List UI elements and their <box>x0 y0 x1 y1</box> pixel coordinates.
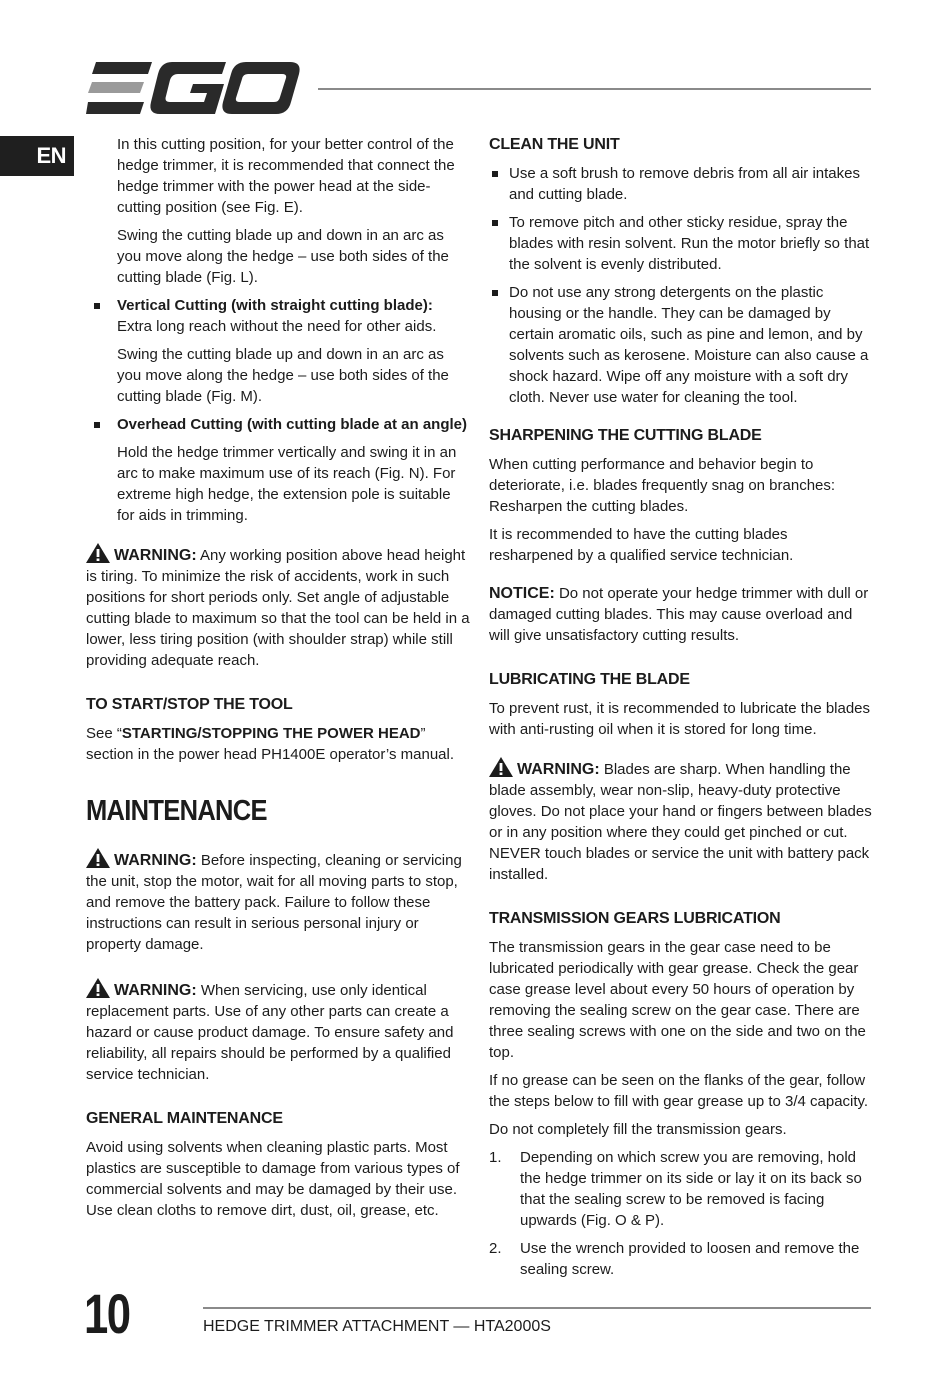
heading-general-maintenance: GENERAL MAINTENANCE <box>86 1110 283 1127</box>
notice-text: Do not operate your hedge trimmer with dull or damaged cutting blades. This may cause overload and will give unsatisfactory cutting results. <box>489 585 869 644</box>
bullet-vertical-text: Extra long reach without the need for other aids. <box>117 318 437 335</box>
list-item: Do not use any strong detergents on the plastic housing or the handle. They can be damaged by certain aromatic oils, such as pine and lemon, and by solvents such as kerosene. Moisture can also cause a shock hazard. Wipe off any moisture with a soft dry cloth. Never use water for cleaning the tool. <box>489 282 873 408</box>
list-item <box>489 1147 873 1231</box>
heading-sharpening: SHARPENING THE CUTTING BLADE <box>489 427 762 444</box>
heading-lubricating-blade: LUBRICATING THE BLADE <box>489 671 690 688</box>
side-cutting-paragraph: In this cutting position, for your better control of the hedge trimmer, it is recommended that connect the hedge trimmer with the power head at the side-cutting position (see Fig. E). <box>117 136 455 216</box>
step-number: 2. <box>489 1240 502 1257</box>
footer-rule <box>203 1307 871 1309</box>
sharpen-paragraph-1: When cutting performance and behavior begin to deteriorate, i.e. blades frequently snag on branches: Resharpen the cutting blades. <box>489 456 836 515</box>
swing-paragraph-2: Swing the cutting blade up and down in an arc as you move along the hedge – use both sides of the cutting blade (Fig. M). <box>117 346 449 405</box>
lube-paragraph: To prevent rust, it is recommended to lubricate the blades with anti-rusting oil when it is stored for long time. <box>489 700 871 738</box>
notice-dull-blades <box>489 583 873 646</box>
list-item: To remove pitch and other sticky residue, spray the blades with resin solvent. Run the motor briefly so that the solvent is evenly distributed. <box>489 212 873 275</box>
footer-title: HEDGE TRIMMER ATTACHMENT — HTA2000S <box>203 1318 551 1335</box>
heading-clean-unit: CLEAN THE UNIT <box>489 136 620 153</box>
warning-triangle-icon <box>86 978 110 998</box>
start-stop-reference: STARTING/STOPPING THE POWER HEAD <box>121 725 421 742</box>
warning-text: When servicing, use only identical replacement parts. Use of any other parts can create a hazard or cause product damage. To ensure safety and reliability, all repairs should be performed by a qualified service technician. <box>86 982 454 1083</box>
bullet-vertical-title: Vertical Cutting (with straight cutting blade): <box>117 297 433 314</box>
warning-label: WARNING: <box>114 547 197 564</box>
warning-text: Any working position above head height is tiring. To minimize the risk of accidents, work in such positions for short periods only. Set angle of adjustable cutting blade to maximum so that the tool can be held in a lower, less tiring position (with shoulder strap) while still providing adequate reach. <box>86 547 470 669</box>
warning-triangle-icon <box>86 848 110 868</box>
start-stop-paragraph: See “STARTING/STOPPING THE POWER HEAD” section in the power head PH1400E operator’s manual. <box>86 725 455 763</box>
heading-maintenance: MAINTENANCE <box>86 795 267 827</box>
swing-paragraph-1: Swing the cutting blade up and down in an arc as you move along the hedge – use both sides of the cutting blade (Fig. L). <box>117 227 449 286</box>
header-rule <box>318 88 871 90</box>
bullet-vertical-cutting <box>86 295 470 337</box>
warning-label: WARNING: <box>114 982 197 999</box>
warning-replacement-parts <box>86 978 470 1085</box>
list-item: Use a soft brush to remove debris from all air intakes and cutting blade. <box>489 163 873 205</box>
warning-label: WARNING: <box>114 852 197 869</box>
right-column <box>489 134 873 1287</box>
warning-text: Blades are sharp. When handling the blade assembly, wear non-slip, heavy-duty protective gloves. Do not place your hand or fingers between blades or in any position where they could get pinched or cut. NEVER touch blades or service the unit with battery pack installed. <box>489 761 872 883</box>
warning-before-inspecting <box>86 848 470 955</box>
warning-triangle-icon <box>489 757 513 777</box>
notice-label: NOTICE: <box>489 585 555 602</box>
warning-text: Before inspecting, cleaning or servicing the unit, stop the motor, wait for all moving parts to stop, and remove the battery pack. Failure to follow these instructions can result in serious personal injury or property damage. <box>86 852 462 953</box>
list-item <box>489 1238 873 1280</box>
bullet-overhead-cutting <box>86 414 470 435</box>
general-maintenance-paragraph: Avoid using solvents when cleaning plastic parts. Most plastics are susceptible to damage from various types of commercial solvents and may be damaged by their use. Use clean cloths to remove dirt, dust, oil, grease, etc. <box>86 1139 460 1219</box>
warning-label: WARNING: <box>517 761 600 778</box>
heading-start-stop: TO START/STOP THE TOOL <box>86 696 293 713</box>
bullet-overhead-title: Overhead Cutting (with cutting blade at an angle) <box>117 416 468 433</box>
step-text: Use the wrench provided to loosen and remove the sealing screw. <box>520 1240 860 1278</box>
page-number: 10 <box>84 1282 130 1345</box>
heading-transmission-gears: TRANSMISSION GEARS LUBRICATION <box>489 910 781 927</box>
ego-logo <box>86 62 300 114</box>
step-number: 1. <box>489 1149 502 1166</box>
gears-paragraph-1: The transmission gears in the gear case need to be lubricated periodically with gear grease. Check the gear case grease level about every 50 hours of operation by removing the sealing screw on the gear case. There are three sealing screws with one on the side and two on the top. <box>489 939 866 1061</box>
gears-paragraph-2: If no grease can be seen on the flanks of the gear, follow the steps below to fill with gear grease up to 3/4 capacity. <box>489 1072 869 1110</box>
sharpen-paragraph-2: It is recommended to have the cutting blades resharpened by a qualified service technician. <box>489 526 794 564</box>
overhead-paragraph: Hold the hedge trimmer vertically and swing it in an arc to make maximum use of its reach (Fig. N). For extreme high hedge, the extension pole is suitable for aids in trimming. <box>117 444 457 524</box>
language-tab: EN <box>0 136 74 176</box>
warning-triangle-icon <box>86 543 110 563</box>
warning-blades-sharp <box>489 757 873 885</box>
step-text: Depending on which screw you are removing, hold the hedge trimmer on its side or lay it on its back so that the sealing screw to be removed is facing upwards (Fig. O & P). <box>520 1149 862 1229</box>
gears-paragraph-3: Do not completely fill the transmission gears. <box>489 1121 787 1138</box>
left-column <box>86 134 470 1228</box>
warning-head-height <box>86 543 470 671</box>
